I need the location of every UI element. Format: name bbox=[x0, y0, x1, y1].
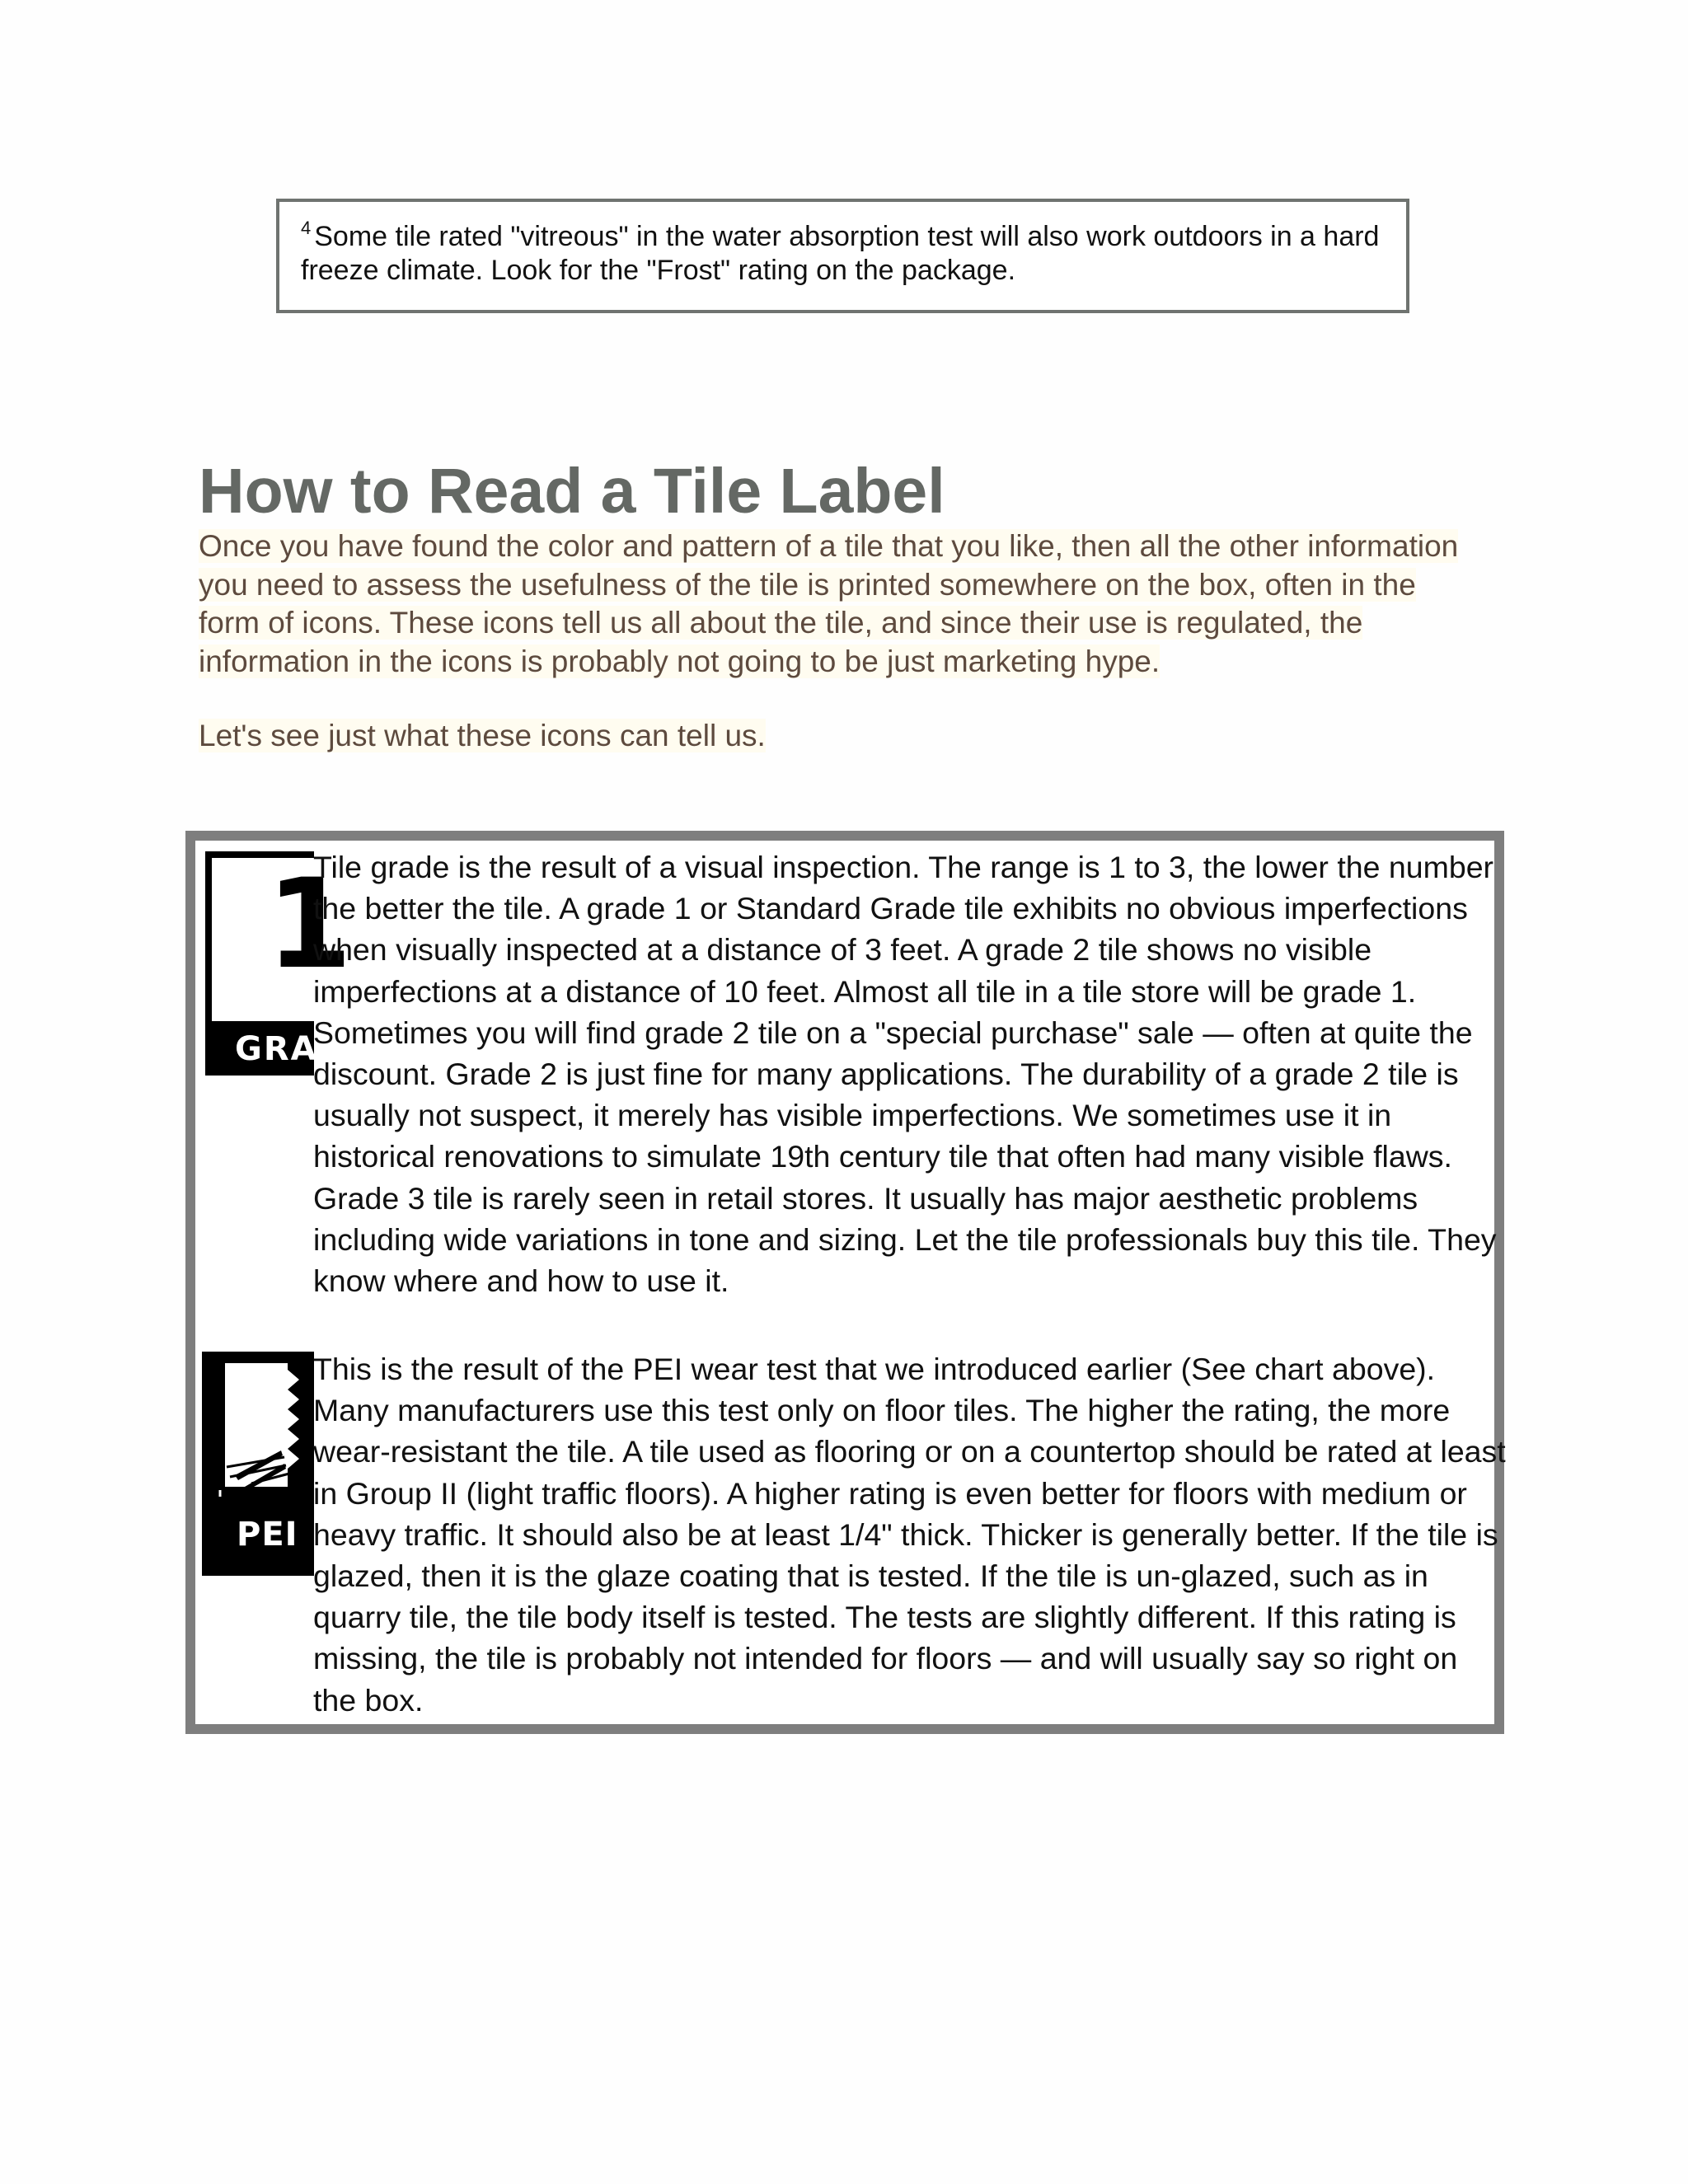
pei-icon-caption: PEI bbox=[237, 1516, 298, 1554]
lead-in-paragraph bbox=[199, 717, 1484, 756]
pei-wear-rating-icon bbox=[202, 1352, 314, 1576]
intro-paragraph-text: Once you have found the color and pattern of a tile that you like, then all the other information you need to assess the usefulness of the tile is printed somewhere on the box, often in the form of icons. These icons tell us all about the tile, and since their use is regulated, the information in the icons is probably not going to be just marketing hype. bbox=[199, 529, 1459, 678]
grade-icon-numeral: 1 bbox=[266, 853, 353, 996]
section-title: How to Read a Tile Label bbox=[199, 456, 945, 527]
grade-icon-caption: GRA bbox=[235, 1030, 318, 1068]
grade-description: Tile grade is the result of a visual inspection. The range is 1 to 3, the lower the number the better the tile. A grade 1 or Standard Grade tile exhibits no obvious imperfections when visually inspected at a distance of 3 feet. A grade 2 tile shows no visible imperfections at a distance of 10 feet. Almost all tile in a tile store will be grade 1. Sometimes you will find grade 2 tile on a "special purchase" sale — often at quite the discount. Grade 2 is just fine for many applications. The durability of a grade 2 tile is usually not suspect, it merely has visible imperfections. We sometimes use it in historical renovations to simulate 19th century tile that often had many visible flaws. Grade 3 tile is rarely seen in retail stores. It usually has major aesthetic problems including wide variations in tone and sizing. Let the tile professionals buy this tile. They know where and how to use it. bbox=[313, 850, 1497, 1299]
tile-grade-icon bbox=[205, 851, 353, 1076]
intro-paragraph bbox=[199, 527, 1484, 681]
footnote-marker: 4 bbox=[301, 218, 312, 238]
footnote-text: Some tile rated "vitreous" in the water absorption test will also work outdoors in a hard freeze climate. Look for the "Frost" rating on the package. bbox=[301, 221, 1380, 286]
footnote-box bbox=[276, 199, 1409, 313]
intro-block bbox=[199, 527, 1484, 756]
pei-description: This is the result of the PEI wear test that we introduced earlier (See chart above). Many manufacturers use this test only on floor tiles. The higher the rating, the more wear-resistant the tile. A tile used as flooring or on a countertop should be rated at least in Group II (light traffic floors). A higher rating is even better for floors with medium or heavy traffic. It should also be at least 1/4" thick. Thicker is generally better. If the tile is glazed, then it is the glaze coating that is tested. If the tile is un-glazed, such as in quarry tile, the tile body itself is tested. The tests are slightly different. If this rating is missing, the tile is probably not intended for floors — and will usually say so right on the box. bbox=[313, 1352, 1506, 1718]
lead-in-text: Let's see just what these icons can tell us. bbox=[199, 719, 766, 752]
